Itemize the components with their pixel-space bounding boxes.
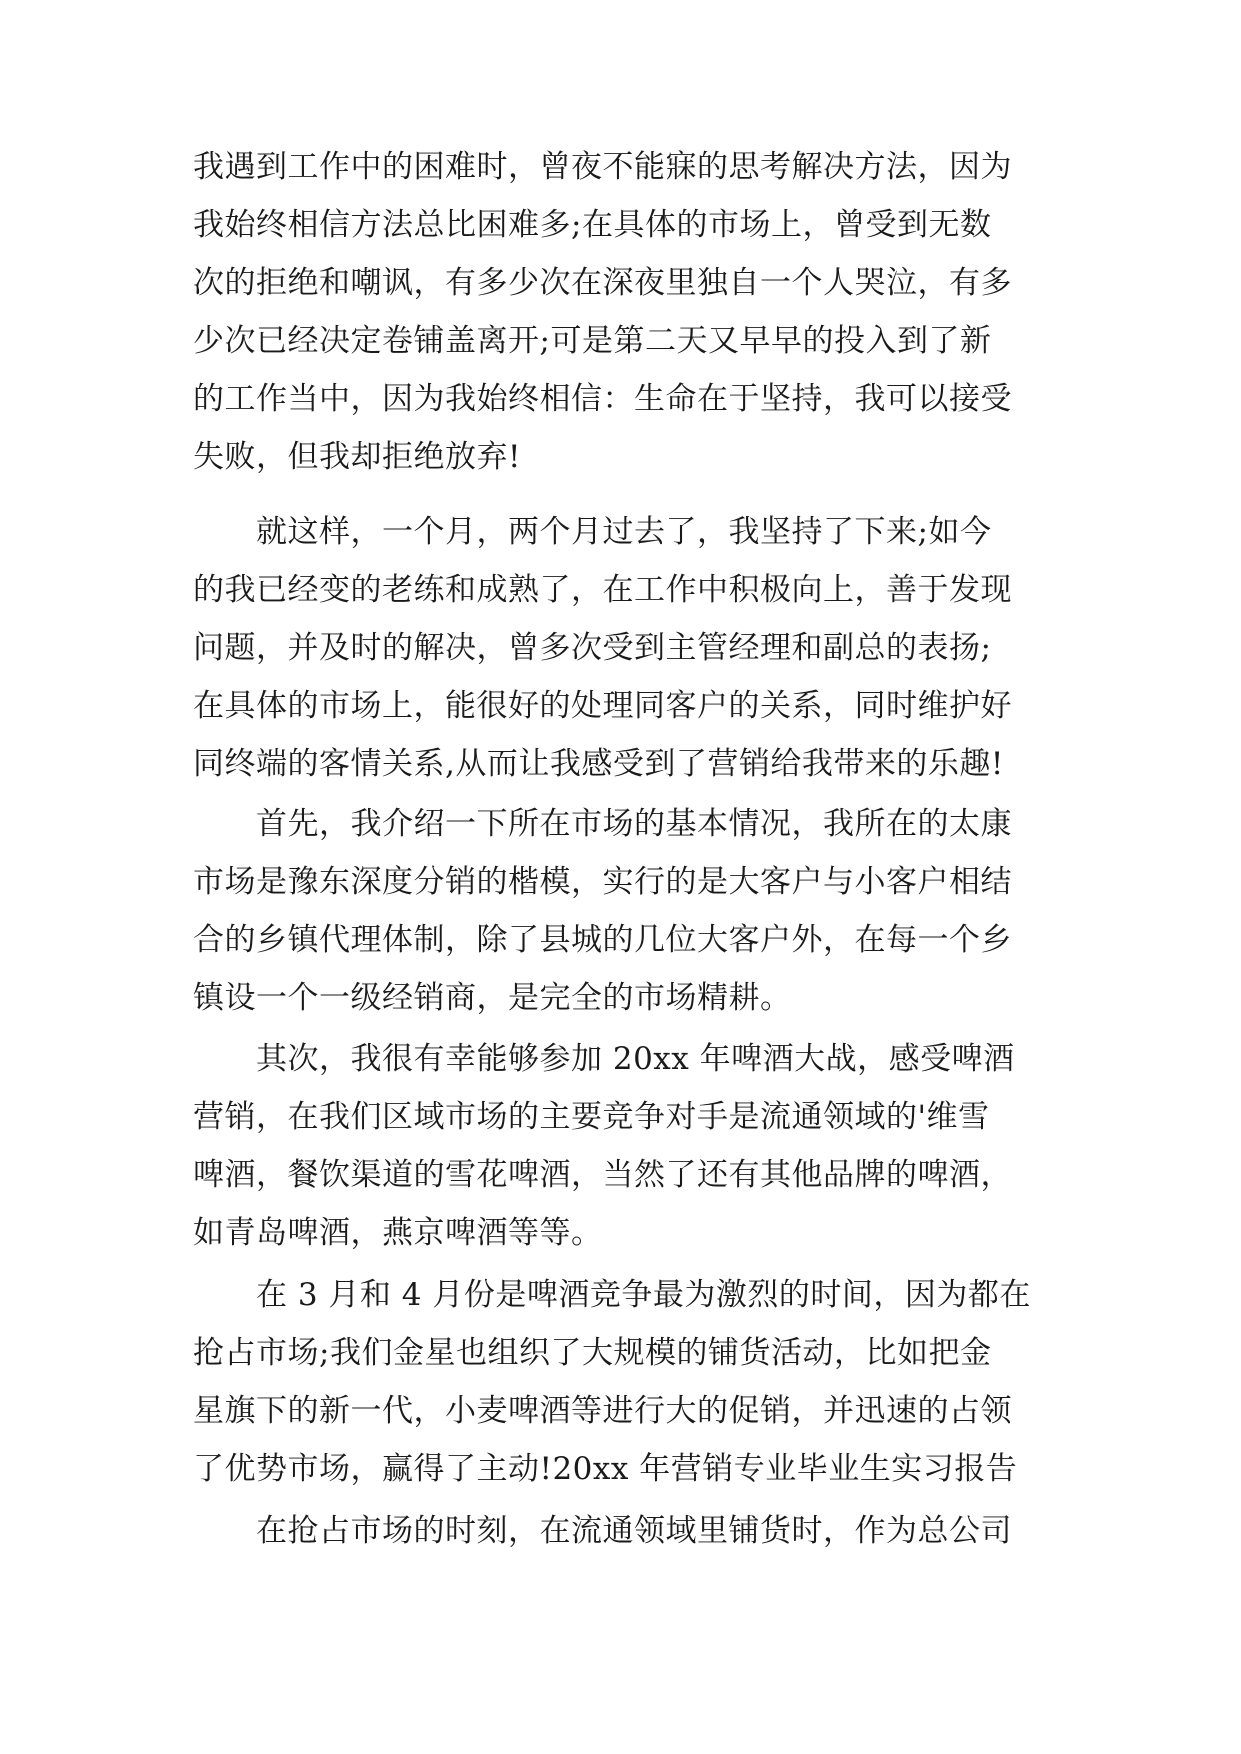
text-line: 了优势市场，赢得了主动!20xx 年营销专业毕业生实习报告	[193, 1451, 1018, 1487]
text-line: 营销，在我们区域市场的主要竞争对手是流通领域的'维雪	[193, 1099, 990, 1135]
text-line: 少次已经决定卷铺盖离开;可是第二天又早早的投入到了新	[193, 323, 992, 359]
text-line: 合的乡镇代理体制，除了县城的几位大客户外，在每一个乡	[193, 922, 1012, 958]
text-line: 问题，并及时的解决，曾多次受到主管经理和副总的表扬;	[193, 630, 992, 666]
paragraph-first-line: 首先，我介绍一下所在市场的基本情况，我所在的太康	[256, 806, 1012, 842]
text-line: 在具体的市场上，能很好的处理同客户的关系，同时维护好	[193, 688, 1012, 724]
text-line: 失败，但我却拒绝放弃!	[193, 439, 521, 475]
text-line: 如青岛啤酒，燕京啤酒等等。	[193, 1215, 603, 1251]
text-line: 我遇到工作中的困难时，曾夜不能寐的思考解决方法，因为	[193, 149, 1012, 185]
text-line: 的工作当中，因为我始终相信：生命在于坚持，我可以接受	[193, 381, 1012, 417]
paragraph-first-line: 其次，我很有幸能够参加 20xx 年啤酒大战，感受啤酒	[256, 1041, 1015, 1077]
text-line: 的我已经变的老练和成熟了，在工作中积极向上，善于发现	[193, 572, 1012, 608]
text-line: 我始终相信方法总比困难多;在具体的市场上，曾受到无数	[193, 207, 992, 243]
text-line: 啤酒，餐饮渠道的雪花啤酒，当然了还有其他品牌的啤酒，	[193, 1157, 1012, 1193]
paragraph-first-line: 就这样，一个月，两个月过去了，我坚持了下来;如今	[256, 514, 992, 550]
paragraph-first-line: 在 3 月和 4 月份是啤酒竞争最为激烈的时间，因为都在	[256, 1277, 1031, 1313]
text-line: 次的拒绝和嘲讽，有多少次在深夜里独自一个人哭泣，有多	[193, 265, 1012, 301]
text-line: 镇设一个一级经销商，是完全的市场精耕。	[193, 980, 792, 1016]
text-line: 抢占市场;我们金星也组织了大规模的铺货活动，比如把金	[193, 1335, 992, 1371]
text-line: 市场是豫东深度分销的楷模，实行的是大客户与小客户相结	[193, 864, 1012, 900]
text-line: 星旗下的新一代，小麦啤酒等进行大的促销，并迅速的占领	[193, 1393, 1012, 1429]
paragraph-first-line: 在抢占市场的时刻，在流通领域里铺货时，作为总公司	[256, 1513, 1012, 1549]
text-line: 同终端的客情关系,从而让我感受到了营销给我带来的乐趣!	[193, 746, 1004, 782]
